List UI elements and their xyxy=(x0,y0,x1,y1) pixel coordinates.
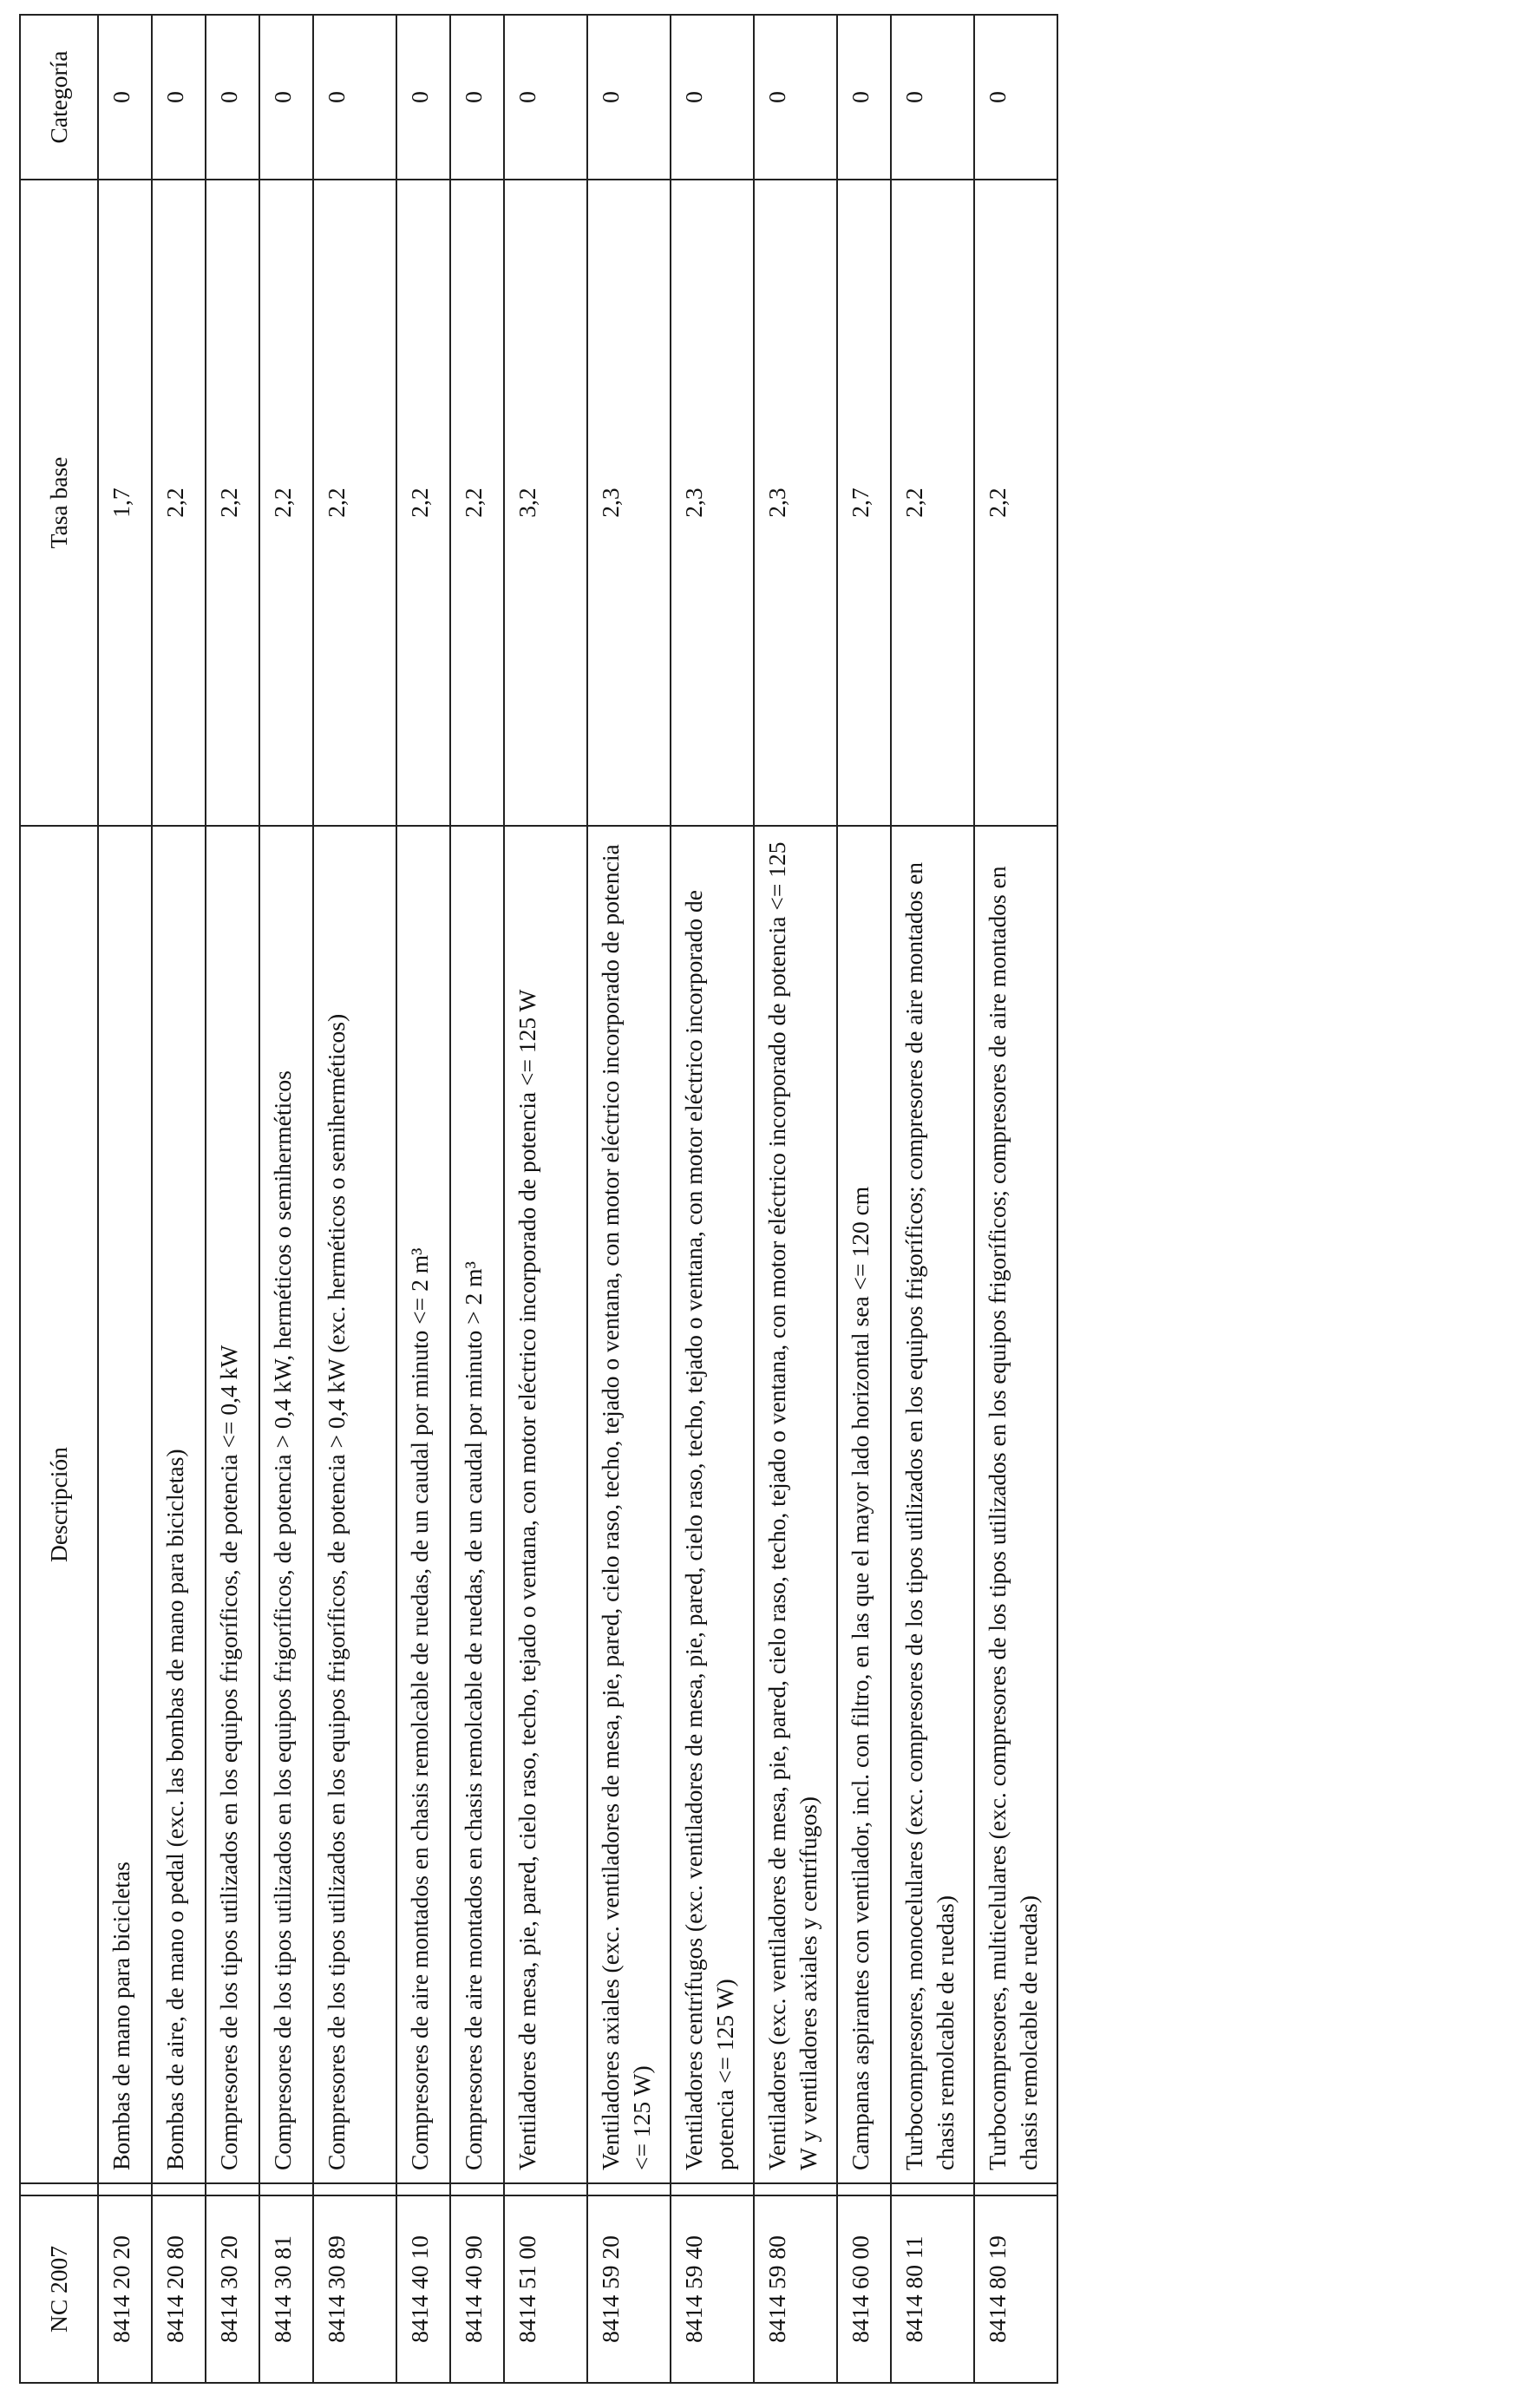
code-cell: 8414 59 80 xyxy=(754,2195,837,2383)
description-cell: Compresores de aire montados en chasis remolcable de ruedas, de un caudal por minuto <= 2 m³ xyxy=(396,826,450,2183)
rate-cell: 2,2 xyxy=(152,180,206,826)
category-cell: 0 xyxy=(450,15,504,180)
code-cell: 8414 80 19 xyxy=(974,2195,1057,2383)
rate-cell: 2,2 xyxy=(313,180,396,826)
code-cell: 8414 51 00 xyxy=(504,2195,587,2383)
description-cell: Ventiladores de mesa, pie, pared, cielo raso, techo, tejado o ventana, con motor eléctrico incorporado de potencia <= 125 W xyxy=(504,826,587,2183)
gap-cell xyxy=(313,2183,396,2195)
gap-cell xyxy=(206,2183,259,2195)
code-cell: 8414 80 11 xyxy=(891,2195,974,2383)
description-cell: Turbocompresores, multicelulares (exc. compresores de los tipos utilizados en los equipos frigoríficos; compresores de aire montados en chasis remolcable de ruedas) xyxy=(974,826,1057,2183)
table-row xyxy=(313,15,396,2383)
gap-cell xyxy=(152,2183,206,2195)
table-row xyxy=(450,15,504,2383)
code-cell: 8414 30 20 xyxy=(206,2195,259,2383)
code-cell: 8414 40 10 xyxy=(396,2195,450,2383)
rate-cell: 2,3 xyxy=(754,180,837,826)
rate-cell: 2,2 xyxy=(396,180,450,826)
header-category: Categoría xyxy=(20,15,98,180)
table-row xyxy=(152,15,206,2383)
description-cell: Compresores de los tipos utilizados en los equipos frigoríficos, de potencia > 0,4 kW (exc. herméticos o semiherméticos) xyxy=(313,826,396,2183)
description-cell: Bombas de aire, de mano o pedal (exc. las bombas de mano para bicicletas) xyxy=(152,826,206,2183)
rate-cell: 2,7 xyxy=(837,180,891,826)
table-row xyxy=(837,15,891,2383)
gap-cell xyxy=(396,2183,450,2195)
table-row xyxy=(754,15,837,2383)
category-cell: 0 xyxy=(587,15,671,180)
gap-cell xyxy=(98,2183,152,2195)
gap-cell xyxy=(450,2183,504,2195)
rate-cell: 1,7 xyxy=(98,180,152,826)
category-cell: 0 xyxy=(396,15,450,180)
tariff-table xyxy=(19,14,1058,2384)
header-gap xyxy=(20,2183,98,2195)
category-cell: 0 xyxy=(206,15,259,180)
rate-cell: 2,3 xyxy=(671,180,754,826)
gap-cell xyxy=(587,2183,671,2195)
code-cell: 8414 20 80 xyxy=(152,2195,206,2383)
gap-cell xyxy=(974,2183,1057,2195)
header-description: Descripción xyxy=(20,826,98,2183)
description-cell: Compresores de aire montados en chasis remolcable de ruedas, de un caudal por minuto > 2 m³ xyxy=(450,826,504,2183)
table-row xyxy=(671,15,754,2383)
table-row xyxy=(587,15,671,2383)
table-row xyxy=(396,15,450,2383)
rate-cell: 2,2 xyxy=(891,180,974,826)
table-row xyxy=(891,15,974,2383)
rate-cell: 2,2 xyxy=(206,180,259,826)
table-row xyxy=(974,15,1057,2383)
table-row xyxy=(98,15,152,2383)
gap-cell xyxy=(504,2183,587,2195)
gap-cell xyxy=(754,2183,837,2195)
table-row xyxy=(504,15,587,2383)
description-cell: Ventiladores (exc. ventiladores de mesa, pie, pared, cielo raso, techo, tejado o ventana, con motor eléctrico incorporado de potencia <= 125 W y ventiladores axiales y centrífugos) xyxy=(754,826,837,2183)
category-cell: 0 xyxy=(313,15,396,180)
rate-cell: 2,2 xyxy=(974,180,1057,826)
category-cell: 0 xyxy=(891,15,974,180)
rate-cell: 3,2 xyxy=(504,180,587,826)
description-cell: Bombas de mano para bicicletas xyxy=(98,826,152,2183)
description-cell: Campanas aspirantes con ventilador, incl. con filtro, en las que el mayor lado horizontal sea <= 120 cm xyxy=(837,826,891,2183)
gap-cell xyxy=(259,2183,313,2195)
category-cell: 0 xyxy=(98,15,152,180)
category-cell: 0 xyxy=(754,15,837,180)
description-cell: Compresores de los tipos utilizados en los equipos frigoríficos, de potencia <= 0,4 kW xyxy=(206,826,259,2183)
description-cell: Ventiladores axiales (exc. ventiladores de mesa, pie, pared, cielo raso, techo, tejado o ventana, con motor eléctrico incorporado de potencia <= 125 W) xyxy=(587,826,671,2183)
code-cell: 8414 40 90 xyxy=(450,2195,504,2383)
gap-cell xyxy=(837,2183,891,2195)
description-cell: Ventiladores centrífugos (exc. ventiladores de mesa, pie, pared, cielo raso, techo, tejado o ventana, con motor eléctrico incorporado de potencia <= 125 W) xyxy=(671,826,754,2183)
category-cell: 0 xyxy=(152,15,206,180)
header-row xyxy=(20,15,98,2383)
code-cell: 8414 59 40 xyxy=(671,2195,754,2383)
code-cell: 8414 20 20 xyxy=(98,2195,152,2383)
table-row xyxy=(259,15,313,2383)
rate-cell: 2,2 xyxy=(259,180,313,826)
gap-cell xyxy=(891,2183,974,2195)
description-cell: Turbocompresores, monocelulares (exc. compresores de los tipos utilizados en los equipos frigoríficos; compresores de aire montados en chasis remolcable de ruedas) xyxy=(891,826,974,2183)
code-cell: 8414 59 20 xyxy=(587,2195,671,2383)
description-cell: Compresores de los tipos utilizados en los equipos frigoríficos, de potencia > 0,4 kW, herméticos o semiherméticos xyxy=(259,826,313,2183)
rate-cell: 2,2 xyxy=(450,180,504,826)
code-cell: 8414 30 81 xyxy=(259,2195,313,2383)
gap-cell xyxy=(671,2183,754,2195)
header-code: NC 2007 xyxy=(20,2195,98,2383)
rate-cell: 2,3 xyxy=(587,180,671,826)
table-row xyxy=(206,15,259,2383)
header-rate: Tasa base xyxy=(20,180,98,826)
category-cell: 0 xyxy=(259,15,313,180)
code-cell: 8414 60 00 xyxy=(837,2195,891,2383)
category-cell: 0 xyxy=(504,15,587,180)
category-cell: 0 xyxy=(974,15,1057,180)
category-cell: 0 xyxy=(837,15,891,180)
code-cell: 8414 30 89 xyxy=(313,2195,396,2383)
category-cell: 0 xyxy=(671,15,754,180)
